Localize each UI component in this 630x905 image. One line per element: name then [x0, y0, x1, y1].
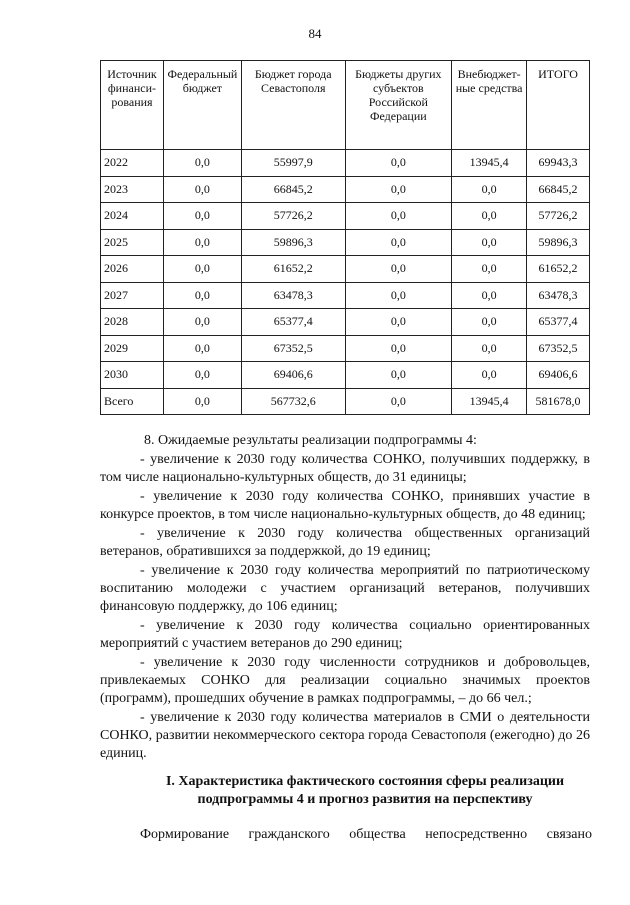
results-title: 8. Ожидаемые результаты реализации подпрограммы 4: [144, 433, 477, 448]
table-cell: 0,0 [345, 229, 452, 256]
header-federal-budget: Федеральный бюджет [163, 61, 241, 150]
table-row [101, 282, 590, 309]
table-cell: 0,0 [163, 229, 241, 256]
table-cell: 66845,2 [527, 176, 590, 203]
header-extrabudgetary: Внебюджет-ные средства [452, 61, 527, 150]
table-cell: 69943,3 [527, 150, 590, 177]
header-city-budget: Бюджет города Севастополя [241, 61, 345, 150]
row-label-cell: 2023 [101, 176, 164, 203]
table-cell: 0,0 [163, 335, 241, 362]
table-cell: 65377,4 [241, 309, 345, 336]
table-cell: 66845,2 [241, 176, 345, 203]
row-label-cell: 2026 [101, 256, 164, 283]
table-body [101, 150, 590, 415]
table-cell: 57726,2 [527, 203, 590, 230]
header-other-subjects-budgets: Бюджеты других субъектов Российской Федерации [345, 61, 452, 150]
table-cell: 0,0 [345, 256, 452, 283]
header-source: Источник финанси-рования [101, 61, 164, 150]
table-cell: 67352,5 [527, 335, 590, 362]
row-label-cell: Всего [101, 388, 164, 415]
table-row [101, 203, 590, 230]
table-cell: 61652,2 [527, 256, 590, 283]
table-cell: 0,0 [452, 309, 527, 336]
table-cell: 69406,6 [527, 362, 590, 389]
row-label-cell: 2025 [101, 229, 164, 256]
row-label-cell: 2027 [101, 282, 164, 309]
table-cell: 0,0 [345, 282, 452, 309]
table-row [101, 256, 590, 283]
table-cell: 65377,4 [527, 309, 590, 336]
section-heading: I. Характеристика фактического состояния сферы реализации подпрограммы 4 и прогноз развития на перспективу [165, 774, 565, 807]
table-cell: 0,0 [163, 362, 241, 389]
table-cell: 0,0 [163, 150, 241, 177]
table-row [101, 362, 590, 389]
financing-table [100, 60, 590, 415]
table-cell: 59896,3 [527, 229, 590, 256]
table-cell: 69406,6 [241, 362, 345, 389]
table-row [101, 335, 590, 362]
table-row [101, 176, 590, 203]
table-cell: 67352,5 [241, 335, 345, 362]
table-cell: 63478,3 [241, 282, 345, 309]
body-paragraph: Формирование гражданского общества непосредственно связано [140, 827, 592, 842]
result-item: - увеличение к 2030 году количества СОНКО, получивших поддержку, в том числе национально-культурных обществ, до 31 единицы; [100, 452, 590, 485]
table-cell: 55997,9 [241, 150, 345, 177]
table-cell: 0,0 [452, 335, 527, 362]
table-cell: 0,0 [163, 388, 241, 415]
table-cell: 0,0 [345, 335, 452, 362]
table-cell: 0,0 [345, 203, 452, 230]
table-cell: 0,0 [345, 150, 452, 177]
table-cell: 0,0 [163, 282, 241, 309]
table-cell: 57726,2 [241, 203, 345, 230]
table-cell: 581678,0 [527, 388, 590, 415]
table-row [101, 150, 590, 177]
table-cell: 0,0 [452, 176, 527, 203]
table-cell: 0,0 [345, 362, 452, 389]
table-cell: 0,0 [163, 309, 241, 336]
table-cell: 567732,6 [241, 388, 345, 415]
table-cell: 0,0 [345, 309, 452, 336]
table-cell: 0,0 [163, 203, 241, 230]
row-label-cell: 2029 [101, 335, 164, 362]
row-label-cell: 2024 [101, 203, 164, 230]
table-cell: 59896,3 [241, 229, 345, 256]
result-item: - увеличение к 2030 году количества материалов в СМИ о деятельности СОНКО, развитии некоммерческого сектора города Севастополя (ежегодно) до 26 единиц. [100, 710, 590, 761]
result-item: - увеличение к 2030 году количества социально ориентированных мероприятий с участием ветеранов до 290 единиц; [100, 618, 590, 651]
table-header-row [101, 61, 590, 150]
table-cell: 0,0 [452, 256, 527, 283]
results-list [100, 451, 590, 763]
table-cell: 0,0 [345, 176, 452, 203]
result-item: - увеличение к 2030 году количества СОНКО, принявших участие в конкурсе проектов, в том числе национально-культурных обществ, до 48 единиц; [100, 489, 590, 522]
result-item: - увеличение к 2030 году количества общественных организаций ветеранов, обратившихся за поддержкой, до 19 единиц; [100, 526, 590, 559]
table-row [101, 229, 590, 256]
table-cell: 63478,3 [527, 282, 590, 309]
table-cell: 0,0 [163, 176, 241, 203]
table-cell: 13945,4 [452, 388, 527, 415]
table-cell: 0,0 [452, 203, 527, 230]
table-cell: 0,0 [452, 362, 527, 389]
row-label-cell: 2022 [101, 150, 164, 177]
table-cell: 0,0 [345, 388, 452, 415]
table-cell: 61652,2 [241, 256, 345, 283]
table-row [101, 388, 590, 415]
table-row [101, 309, 590, 336]
row-label-cell: 2030 [101, 362, 164, 389]
row-label-cell: 2028 [101, 309, 164, 336]
result-item: - увеличение к 2030 году численности сотрудников и добровольцев, привлекаемых СОНКО для реализации социально значимых проектов (программ), прошедших обучение в рамках подпрограммы, – до 66 чел.; [100, 655, 590, 706]
table-cell: 13945,4 [452, 150, 527, 177]
table-cell: 0,0 [452, 229, 527, 256]
result-item: - увеличение к 2030 году количества мероприятий по патриотическому воспитанию молодежи с участием организаций ветеранов, получивших финансовую поддержку, до 106 единиц; [100, 563, 590, 614]
expected-results [100, 432, 590, 764]
table-cell: 0,0 [163, 256, 241, 283]
header-total: ИТОГО [527, 61, 590, 150]
page-number: 84 [308, 26, 322, 41]
table-cell: 0,0 [452, 282, 527, 309]
